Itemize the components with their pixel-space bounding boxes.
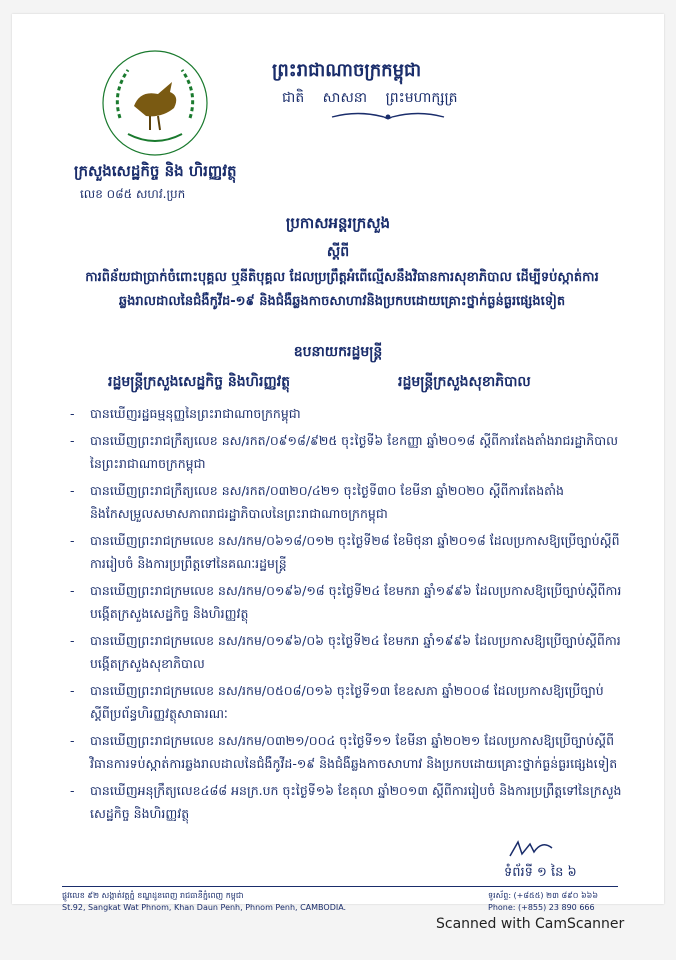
bird-emblem-logo: [100, 48, 210, 158]
address-english: St.92, Sangkat Wat Phnom, Khan Daun Penh, Phnom Penh, CAMBODIA.: [62, 903, 347, 912]
clause-item: - បានឃើញព្រះរាជក្រមលេខ នស/រកម/០៣២១/០០៤ ចុះថ្ងៃទី១១ ខែមីនា ឆ្នាំ២០២១ ដែលប្រកាសឱ្យប្រើច្បាប់ស្តីពីវិធានការទប់ស្កាត់ការឆ្លងរាលដាលនៃជំងឺកូវីដ-១៩ និងជំងឺឆ្លងកាចសាហាវ និងប្រកបដោយគ្រោះថ្នាក់ធ្ងន់ធ្ងរផ្សេងទៀត: [66, 729, 622, 775]
clause-item: - បានឃើញព្រះរាជក្រមលេខ នស/រកម/០១៩៦/០៦ ចុះថ្ងៃទី២៤ ខែមករា ឆ្នាំ១៩៩៦ ដែលប្រកាសឱ្យប្រើច្បាប់ស្តីពីការបង្កើតក្រសួងសុខាភិបាល: [66, 629, 622, 675]
ministry-name: ក្រសួងសេដ្ឋកិច្ច និង ហិរញ្ញវត្ថុ: [74, 162, 237, 180]
document-about: ស្តីពី: [326, 244, 350, 260]
address-khmer: ផ្លូវលេខ ៩២ សង្កាត់វត្តភ្នំ ខណ្ឌដូនពេញ រាជធានីភ្នំពេញ កម្ពុជា: [62, 891, 244, 900]
motto-religion: សាសនា: [322, 90, 368, 106]
minister-economy-finance: រដ្ឋមន្ត្រីក្រសួងសេដ្ឋកិច្ច និងហិរញ្ញវត្ថុ: [108, 374, 291, 390]
kingdom-title: ព្រះរាជាណាចក្រកម្ពុជា: [272, 60, 422, 81]
footer-phone: [488, 890, 598, 914]
footer-divider: [62, 886, 618, 887]
document-page: [12, 14, 664, 912]
phone-khmer: ទូរស័ព្ទ: (+៨៥៥) ២៣ ៨៩០ ៦៦៦: [488, 891, 598, 900]
scanner-watermark: Scanned with CamScanner: [436, 916, 625, 932]
clause-item: - បានឃើញព្រះរាជក្រមលេខ នស/រកម/០៥០៨/០១៦ ចុះថ្ងៃទី១៣ ខែឧសភា ឆ្នាំ២០០៨ ដែលប្រកាសឱ្យប្រើច្បាប់ស្តីពីប្រព័ន្ធហិរញ្ញវត្ថុសាធារណៈ: [66, 679, 622, 725]
initial-signature-icon: [508, 838, 556, 860]
reference-number: លេខ ០៨៥ សហវ.ប្រក: [80, 187, 186, 201]
phone-english: Phone: (+855) 23 890 666: [488, 903, 595, 912]
ornament-divider-icon: [328, 110, 448, 124]
document-subject: ការពិន័យជាប្រាក់ចំពោះបុគ្គល ឬនីតិបុគ្គល ដែលប្រព្រឹត្តអំពើល្មើសនឹងវិធានការសុខាភិបាល ដើម្បីទប់ស្កាត់ការឆ្លងរាលដាលនៃជំងឺកូវីដ-១៩ និងជំងឺឆ្លងកាចសាហាវនិងប្រកបដោយគ្រោះថ្នាក់ធ្ងន់ធ្ងរផ្សេងទៀត: [85, 270, 599, 309]
clause-item: - បានឃើញព្រះរាជក្រមលេខ នស/រកម/០១៩៦/១៨ ចុះថ្ងៃទី២៤ ខែមករា ឆ្នាំ១៩៩៦ ដែលប្រកាសឱ្យប្រើច្បាប់ស្តីពីការបង្កើតក្រសួងសេដ្ឋកិច្ច និងហិរញ្ញវត្ថុ: [66, 579, 622, 625]
clause-item: - បានឃើញព្រះរាជក្រមលេខ នស/រកម/០៦១៨/០១២ ចុះថ្ងៃទី២៨ ខែមិថុនា ឆ្នាំ២០១៨ ដែលប្រកាសឱ្យប្រើច្បាប់ស្តីពីការរៀបចំ និងការប្រព្រឹត្តទៅនៃគណៈរដ្ឋមន្ត្រី: [66, 529, 622, 575]
issuer-title: ឧបនាយករដ្ឋមន្ត្រី: [293, 344, 383, 360]
document-type: ប្រកាសអន្តរក្រសួង: [285, 214, 391, 232]
motto-nation: ជាតិ: [282, 90, 305, 106]
national-motto: [282, 88, 472, 109]
page-number: ទំព័រទី ១ នៃ ៦: [504, 865, 577, 880]
clause-item: - បានឃើញព្រះរាជក្រឹត្យលេខ នស/រកត/០៣២០/៤២១ ចុះថ្ងៃទី៣០ ខែមីនា ឆ្នាំ២០២០ ស្តីពីការតែងតាំងនិងកែសម្រួលសមាសភាពរាជរដ្ឋាភិបាលនៃព្រះរាជាណាចក្រកម្ពុជា: [66, 479, 622, 525]
footer-address: [62, 890, 346, 914]
motto-king: ព្រះមហាក្សត្រ: [385, 90, 458, 106]
clause-item: - បានឃើញអនុក្រឹត្យលេខ៤៨៨ អនក្រ.បក ចុះថ្ងៃទី១៦ ខែតុលា ឆ្នាំ២០១៣ ស្តីពីការរៀបចំ និងការប្រព្រឹត្តទៅនៃក្រសួងសេដ្ឋកិច្ច និងហិរញ្ញវត្ថុ: [66, 779, 622, 825]
minister-health: រដ្ឋមន្ត្រីក្រសួងសុខាភិបាល: [398, 374, 531, 390]
clause-item: - បានឃើញព្រះរាជក្រឹត្យលេខ នស/រកត/០៩១៨/៩២៥ ចុះថ្ងៃទី៦ ខែកញ្ញា ឆ្នាំ២០១៨ ស្តីពីការតែងតាំងរាជរដ្ឋាភិបាលនៃព្រះរាជាណាចក្រកម្ពុជា: [66, 429, 622, 475]
preamble-clauses: [66, 402, 622, 829]
clause-item: - បានឃើញរដ្ឋធម្មនុញ្ញនៃព្រះរាជាណាចក្រកម្ពុជា: [66, 402, 622, 425]
